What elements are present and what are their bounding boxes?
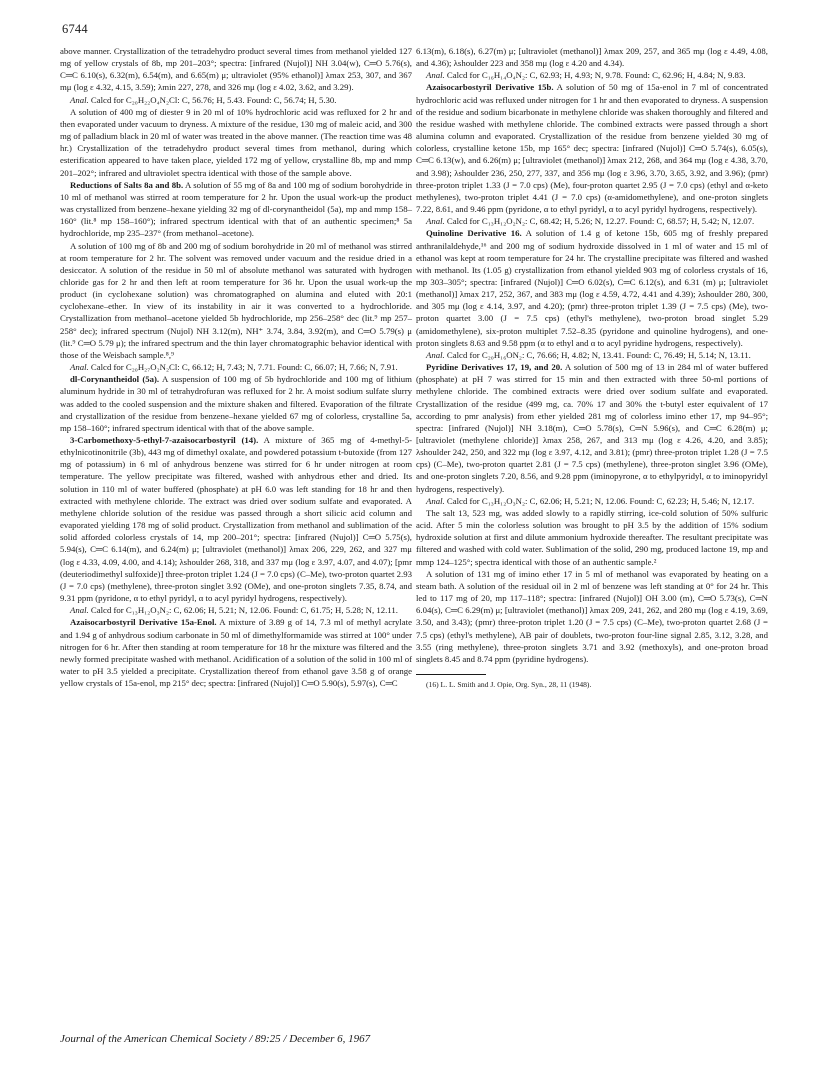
paragraph-text: A solution of 100 mg of 8b and 200 mg of sodium borohydride in 20 ml of methanol was stirred at room temperature for 2 hr. The solvent was removed under vacuum and the residue dried in a desiccator. A solution of the residue in 50 ml of absolute methanol was saturated with hydrogen chloride gas for 2 hr and then left at room temperature for 36 hr. Upon the usual work-up the product (in cyclohexane solution) was chromatographed on alumina and eluted with 20:1 cyclohexane–ether. In view of its instability in air it was converted to a hydrochloride. Crystallization from methanol–acetone yielded 5b hydrochloride, mp 256–258° dec (lit.⁹ mp 257–258° dec); infrared spectrum (Nujol) NH 3.12(m), NH⁺ 3.74, 3.84, 3.92(m), and C═O 5.79(s) μ (lit.⁹ C═O 5.79 μ); the infrared spectrum and the thin layer chromatographic behavior identical with those of the Weisbach sample.⁸,⁹: [60, 240, 412, 360]
section-heading: Quinoline Derivative 16.: [426, 228, 522, 239]
section-heading: Reductions of Salts 8a and 8b.: [70, 179, 184, 190]
analysis-label: Anal.: [426, 349, 445, 360]
paragraph-text: Calcd for C₁₃H₁₂O₂N₂: C, 68.42; H, 5.26; N, 12.27. Found: C, 68.57; H, 5.42; N, 12.07.: [446, 216, 755, 227]
paragraph: [416, 495, 768, 507]
paragraph: [60, 179, 412, 240]
footnote-divider: [416, 674, 486, 675]
paragraph: [416, 361, 768, 495]
paragraph: [60, 604, 412, 616]
paragraph-text: A solution of 1.4 g of ketone 15b, 605 mg of freshly prepared anthranilaldehyde,¹⁶ and 200 mg of sodium hydroxide dissolved in 1 ml of water and 15 ml of ethanol was kept at room temperature for 24 hr. The crystalline precipitate was filtered and washed with methanol. Its (1.05 g) crystallization from ethanol yielded 903 mg of colorless crystals of 16, mp 303–305°; spectra: [infrared (Nujol)] C═O 6.02(s), C═C 6.12(s), and 6.31 (m) μ; [ultraviolet (methanol)] λmax 217, 252, 367, and 383 mμ (log ε 4.59, 4.72, 4.41 and 4.39); λshoulder 280, 300, and 305 mμ (log ε 4.14, 3.97, and 4.20); (pmr) three-proton triplet 1.39 (J = 7.5 cps) (Me), two-proton quartet 3.00 (J = 7.5 cps) (ethyl's methylene), two-proton broad singlet 5.29 (amidomethylene), six-proton multiplet 7.52–8.35 (pyridone and quinoline hydrogens), and one-proton singlets 8.63 and 9.58 ppm (α to ethyl and α to acyl pyridine hydrogens, respectively).: [416, 228, 768, 348]
paragraph-text: Calcd for C₁₃H₁₂O₃N₂: C, 62.06; H, 5.21; N, 12.06. Found: C, 61.75; H, 5.28; N, 12.11.: [90, 605, 398, 616]
paragraph-text: A solution of 50 mg of 15a-enol in 7 ml of concentrated hydrochloric acid was refluxed under nitrogen for 1 hr and then evaporated to dryness. A suspension of the residue and sodium bicarbonate in methylene chloride was shaken thoroughly and filtered and the residue washed with methylene chloride. The combined extracts were passed through a short alumina column and evaporated. Crystallization of the residue from benzene yielded 30 mg of colorless, crystalline ketone 15b, mp 165° dec; spectra: [infrared (Nujol)] C═O 5.74(s), 6.05(s), C═C 6.13(w), and 6.26(m) μ; [ultraviolet (methanol)] λmax 212, 268, and 364 mμ (log ε 4.38, 3.70, and 3.98); λshoulder 236, 250, 277, 337, and 356 mμ (log ε 3.96, 3.70, 3.65, 3.92, and 3.96); (pmr) three-proton triplet 1.33 (J = 7.0 cps) (Me), four-proton quartet 2.95 (J = 7.0 cps) (ethyl and α-keto methylenes), two-proton triplet 4.41 (J = 7.0 cps) (α-amidomethylene), and one-proton singlets 7.22, 8.61, and 9.46 ppm (pyridone, α to ethyl pyridyl, α to acyl pyridyl hydrogens, respectively).: [416, 82, 768, 215]
left-column: [60, 45, 412, 689]
analysis-label: Anal.: [426, 495, 445, 506]
paragraph-text: A suspension of 100 mg of 5b hydrochloride and 100 mg of lithium aluminum hydride in 30 ml of tetrahydrofuran was refluxed for 2 hr. A moist sodium sulfate slurry was added to the cooled suspension and the mixture shaken and filtered. Evaporation of the filtrate and crystallization of the residue from benzene–hexane yielded 67 mg of colorless, crystalline 5a, mp 158–160°; infrared spectrum identical with that of the above sample.: [60, 374, 412, 433]
paragraph-text: A solution of 500 mg of 13 in 284 ml of water buffered (phosphate) at pH 7 was stirred for 15 min and then extracted with three 50-ml portions of methylene chloride. The combined extracts were dried over sodium sulfate and evaporated. Crystallization of the residue (499 mg, ca. 70% 17 and 30% the t-butyl ester equivalent of 17 according to pmr analysis) from ether yielded 281 mg of colorless imino ether 17, mp 94–95°; spectra: [infrared (Nujol)] NH 3.18(m), C═O 5.78(s), C═N 5.96(s), and C═C 6.28(m) μ; [ultraviolet (methylene chloride)] λmax 258, 267, and 313 mμ (log ε 4.26, 4.20, and 3.85); λshoulder 242, 250, and 322 mμ (log ε 3.97, 4.12, and 3.81); (pmr) three-proton triplet 1.28 (J = 7.5 cps) (C–Me), two-proton quartet 2.81 (J = 7.5 cps) (methylene), three-proton singlet 3.96 (OMe), and one-proton singlets 7.20, 8.56, and 9.28 ppm (iminopyrone, α to ethylpyridyl, α to iminopyridyl hydrogens, respectively).: [416, 362, 768, 494]
analysis-label: Anal.: [70, 362, 89, 373]
footnote: (16) L. L. Smith and J. Opie, Org. Syn., 28, 11 (1948).: [426, 679, 592, 689]
paragraph: [416, 69, 768, 81]
paragraph-text: Calcd for C₂₀H₁₆ON₂: C, 76.66; H, 4.82; N, 13.41. Found: C, 76.49; H, 5.14; N, 13.11.: [446, 349, 751, 360]
paragraph: [60, 434, 412, 604]
page-number: 6744: [62, 22, 88, 36]
paragraph-text: A mixture of 365 mg of 4-methyl-5-ethylnicotinonitrile (3b), 443 mg of dimethyl oxalate, and powdered potassium t-butoxide (from 127 mg of potassium) in 6 ml of anhydrous benzene was stirred for 6 hr under nitrogen at room temperature. The yellow precipitate was filtered, washed with anhydrous ether and dried. Its solution in 110 ml of water buffered (phosphate) at pH 6.0 was left standing for 18 hr and then extracted with methylene chloride. The extract was dried over sodium sulfate and evaporated. A methylene chloride solution of the residue was passed through a short silicic acid column and evaporated yielding 178 mg of solid product. Crystallization from methanol and sublimation of the solid afforded colorless crystals of 14, mp 200–201°; spectra: [infrared (Nujol)] C═O 5.75(s), 5.94(s), C═C 6.14(m), and 6.24(m) μ; [ultraviolet (methanol)] λmax 206, 229, 262, and 327 mμ (log ε 4.33, 4.09, 4.00, and 4.14); λshoulder 268, 318, and 337 mμ (log ε 3.97, 4.07, and 4.07); [pmr (deuteriodimethyl sulfoxide)] three-proton triplet 1.24 (J = 7.0 cps) (C–Me), two-proton quartet 2.93 (J = 7.0 cps) (methylene), three-proton singlet 3.92 (OMe), and one-proton singlets 7.35, 8.74, and 9.31 ppm (pyridone, α to ethyl pyridyl, α to acyl pyridyl hydrogens, respectively).: [60, 435, 412, 604]
paragraph-text: A solution of 400 mg of diester 9 in 20 ml of 10% hydrochloric acid was refluxed for 2 hr and then evaporated under vacuum to dryness. A mixture of the residue, 130 mg of maleic acid, and 300 mg of palladium black in 20 ml of water was treated in the above manner. (The reaction time was 48 hr.) Crystallization of the tetradehydro product several times from methanol, during which esterification appeared to have taken place, yielded 172 mg of yellow, crystalline 8b, mp and mmp 201–202°; infrared and ultraviolet spectra identical with those of the sample above.: [60, 106, 412, 178]
right-column: [416, 45, 768, 690]
analysis-label: Anal.: [70, 94, 89, 105]
paragraph: [416, 568, 768, 665]
paragraph-text: A solution of 131 mg of imino ether 17 in 5 ml of methanol was evaporated by heating on a steam bath. A solution of the residual oil in 2 ml of benzene was left standing at 0° for 24 hr. This led to 117 mg of 20, mp 117–118°; spectra: [infrared (Nujol)] OH 3.00 (m), C═O 5.73(s), C═N 6.04(s), C═C 6.29(m) μ; [ultraviolet (methanol)] λmax 209, 241, 262, and 280 mμ (log ε 4.19, 3.69, 3.50, and 3.43); (pmr) three-proton triplet 1.20 (J = 7.5 cps) (C–Me), two-proton quartet 2.68 (J = 7.5 cps) (ethyl's methylene), AB pair of doublets, two-proton four-line signal 2.85, 3.12, 3.28, and 3.55 (ring methylene), three-proton singlets 3.71 and 3.92 (methoxyls), and one-proton broad singlets 8.45 and 8.74 ppm (pyridine hydrogens).: [416, 568, 768, 664]
paragraph: [416, 81, 768, 215]
paragraph: [416, 507, 768, 568]
paragraph: [60, 106, 412, 179]
paragraph-text: Calcd for C₂₀H₂₂O₄N₂Cl: C, 56.76; H, 5.43. Found: C, 56.74; H, 5.30.: [90, 94, 337, 105]
paragraph: [416, 227, 768, 349]
analysis-label: Anal.: [426, 70, 445, 81]
paragraph-text: Calcd for C₂₀H₂₇O₂N₂Cl: C, 66.12; H, 7.43; N, 7.71. Found: C, 66.07; H, 7.66; N, 7.91.: [90, 362, 398, 373]
paragraph: [60, 45, 412, 94]
paragraph-text: Calcd for C₁₃H₁₂O₃N₂: C, 62.06; H, 5.21; N, 12.06. Found: C, 62.23; H, 5.46; N, 12.17.: [446, 495, 755, 506]
paragraph-text: The salt 13, 523 mg, was added slowly to a rapidly stirring, ice-cold solution of 50% sulfuric acid. After 5 min the colorless solution was brought to pH 3.5 by the addition of 15% sodium hydroxide solution at first and dilute ammonium hydroxide thereafter. The resultant precipitate was filtered and washed with cold water. Sublimation of the solid, 290 mg, produced lactone 19, mp and mmp 124–125°; spectra identical with those of an authentic sample.²: [416, 507, 768, 567]
paragraph-text: above manner. Crystallization of the tetradehydro product several times from methanol yielded 127 mg of yellow crystals of 8b, mp 201–203°; spectra: [infrared (Nujol)] NH 3.04(w), C═O 5.76(s), C═C 6.10(s), 6.32(m), 6.54(m), and 6.65(m) μ; ultraviolet (95% ethanol)] λmax 253, 307, and 367 mμ (log ε 4.32, 4.15, 3.59); λmin 227, 278, and 326 mμ (log ε 4.02, 3.62, and 3.29).: [60, 46, 412, 93]
paragraph: [60, 373, 412, 434]
paragraph-text: Calcd for C₁₆H₁₄O₄N₂: C, 62.93; H, 4.93; N, 9.78. Found: C, 62.96; H, 4.84; N, 9.83.: [446, 70, 746, 81]
section-heading: Pyridine Derivatives 17, 19, and 20.: [426, 362, 563, 373]
section-heading: dl-Corynantheidol (5a).: [70, 374, 160, 385]
section-heading: Azaisocarbostyril Derivative 15a-Enol.: [70, 617, 217, 628]
paragraph: [60, 616, 412, 689]
paragraph-text: A solution of 55 mg of 8a and 100 mg of sodium borohydride in 10 ml of methanol was stirred at room temperature for 2 hr. Upon the usual work-up the product was crystallized from benzene–hexane yielding 32 mg of dl-corynantheidol (5a), mp and mmp 158–160° (lit.⁸ mp 158–160°); infrared spectrum identical with that of an authentic specimen;⁸ 5a hydrochloride, mp 235–237° (from methanol–acetone).: [60, 179, 412, 239]
analysis-label: Anal.: [70, 605, 89, 616]
paragraph: [416, 215, 768, 227]
section-heading: 3-Carbomethoxy-5-ethyl-7-azaisocarbostyril (14).: [70, 435, 259, 445]
journal-footer: Journal of the American Chemical Society / 89:25 / December 6, 1967: [60, 1033, 371, 1045]
section-heading: Azaisocarbostyril Derivative 15b.: [426, 82, 554, 93]
paragraph: [60, 361, 412, 373]
paragraph: [416, 349, 768, 361]
paragraph: [60, 240, 412, 362]
analysis-label: Anal.: [426, 216, 445, 227]
paragraph-text: 6.13(m), 6.18(s), 6.27(m) μ; [ultraviolet (methanol)] λmax 209, 257, and 365 mμ (log ε 4.49, 4.08, and 4.36); λshoulder 223 and 358 mμ (log ε 4.20 and 4.34).: [416, 46, 768, 69]
paragraph-text: A mixture of 3.89 g of 14, 7.3 ml of methyl acrylate and 1.94 g of anhydrous sodium carbonate in 50 ml of dimethylformamide was stirred at 100° under nitrogen for 6 hr. After then standing at room temperature for 18 hr the mixture was filtered and the newly formed precipitate washed with methanol. Acidification of a solution of the solid in 100 ml of water to pH 3.5 yielded a precipitate. Crystallization thereof from ethanol gave 3.58 g of orange yellow crystals of 15a-enol, mp 215° dec; spectra: [infrared (Nujol)] C═O 5.90(s), 5.97(s), C═C: [60, 617, 412, 689]
paragraph: [416, 45, 768, 69]
paragraph: [60, 94, 412, 106]
